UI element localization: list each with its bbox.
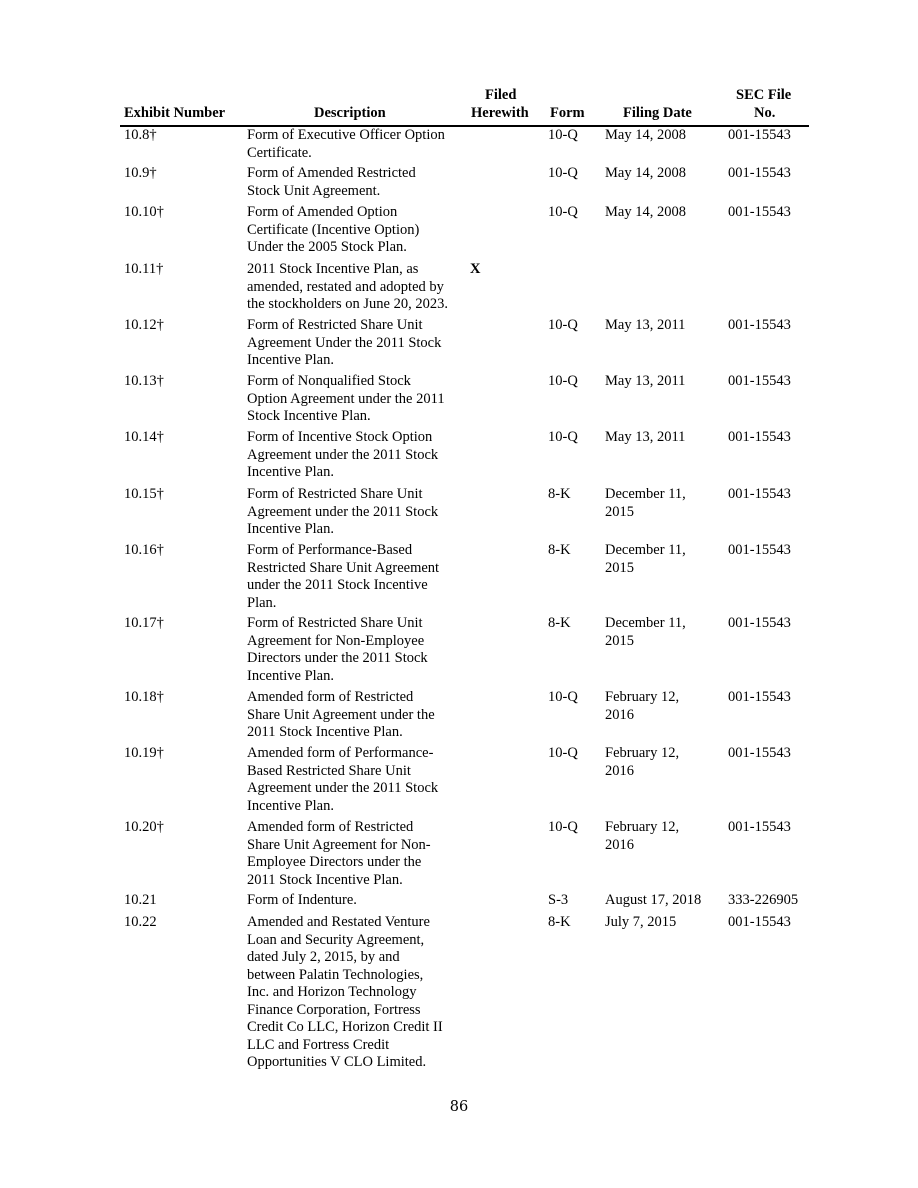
exhibit-number: 10.12† — [124, 317, 164, 333]
description-line: 2011 Stock Incentive Plan, as — [247, 261, 419, 277]
filing-date-line: May 13, 2011 — [605, 429, 686, 445]
description-line: Share Unit Agreement for Non- — [247, 836, 431, 853]
exhibit-number: 10.16† — [124, 542, 164, 558]
filing-date — [605, 486, 715, 521]
description-line: Opportunities V CLO Limited. — [247, 1054, 427, 1070]
filing-date-line: 2015 — [605, 632, 634, 649]
sec-file-number: 333-226905 — [728, 892, 799, 908]
filing-date — [605, 892, 715, 910]
filing-date-line: 2016 — [605, 762, 634, 779]
filing-date-line: May 13, 2011 — [605, 317, 686, 333]
form-type: 10-Q — [548, 127, 578, 143]
filing-date — [605, 373, 715, 391]
exhibit-description — [247, 745, 462, 815]
exhibit-number: 10.10† — [124, 204, 164, 220]
description-line: Form of Executive Officer Option — [247, 127, 445, 143]
description-line: between Palatin Technologies, — [247, 966, 424, 983]
header-exhibit-number: Exhibit Number — [124, 105, 226, 121]
filing-date-line: 2015 — [605, 559, 634, 576]
exhibit-description — [247, 373, 462, 426]
header-sec-file-line1: SEC File — [736, 87, 792, 103]
exhibit-description — [247, 204, 462, 257]
filing-date — [605, 745, 715, 780]
exhibit-number: 10.20† — [124, 819, 164, 835]
description-line: Agreement for Non-Employee — [247, 632, 425, 649]
exhibit-description — [247, 615, 462, 685]
filing-date — [605, 914, 715, 932]
filing-date-line: December 11, — [605, 542, 686, 558]
filing-date — [605, 429, 715, 447]
description-line: Incentive Plan. — [247, 797, 334, 814]
filing-date-line: 2015 — [605, 503, 634, 520]
exhibit-description — [247, 429, 462, 482]
description-line: Incentive Plan. — [247, 667, 334, 684]
filing-date-line: August 17, 2018 — [605, 892, 702, 908]
form-type: 10-Q — [548, 165, 578, 181]
exhibit-description — [247, 261, 462, 314]
description-line: dated July 2, 2015, by and — [247, 949, 400, 965]
description-line: Certificate (Incentive Option) — [247, 221, 420, 238]
description-line: Restricted Share Unit Agreement — [247, 559, 440, 576]
form-type: 10-Q — [548, 819, 578, 835]
filing-date — [605, 689, 715, 724]
description-line: Directors under the 2011 Stock — [247, 650, 428, 666]
description-line: Form of Indenture. — [247, 892, 357, 908]
description-line: Employee Directors under the — [247, 854, 422, 870]
description-line: Form of Amended Option — [247, 204, 398, 220]
sec-file-number: 001-15543 — [728, 745, 791, 761]
description-line: Based Restricted Share Unit — [247, 762, 411, 779]
sec-file-number: 001-15543 — [728, 317, 791, 333]
sec-file-number: 001-15543 — [728, 127, 791, 143]
exhibit-description — [247, 317, 462, 370]
description-line: under the 2011 Stock Incentive — [247, 577, 428, 593]
description-line: Agreement under the 2011 Stock — [247, 503, 439, 520]
form-type: 10-Q — [548, 689, 578, 705]
form-type: 8-K — [548, 615, 571, 631]
description-line: Option Agreement under the 2011 — [247, 390, 445, 407]
exhibit-number: 10.22 — [124, 914, 157, 930]
header-description: Description — [314, 105, 386, 121]
description-line: Plan. — [247, 594, 277, 611]
description-line: Stock Unit Agreement. — [247, 182, 381, 199]
exhibit-number: 10.13† — [124, 373, 164, 389]
description-line: Amended and Restated Venture — [247, 914, 430, 930]
exhibit-description — [247, 914, 462, 1072]
filing-date — [605, 165, 715, 183]
page-number: 86 — [449, 1099, 469, 1115]
filing-date-line: February 12, — [605, 745, 680, 761]
header-filing-date: Filing Date — [623, 105, 692, 121]
sec-file-number: 001-15543 — [728, 615, 791, 631]
form-type: S-3 — [548, 892, 569, 908]
description-line: Certificate. — [247, 144, 312, 161]
description-line: Under the 2005 Stock Plan. — [247, 239, 407, 255]
sec-file-number: 001-15543 — [728, 914, 791, 930]
description-line: Incentive Plan. — [247, 521, 334, 537]
exhibit-number: 10.21 — [124, 892, 157, 908]
filing-date-line: May 14, 2008 — [605, 165, 686, 181]
description-line: LLC and Fortress Credit — [247, 1036, 390, 1053]
filing-date-line: December 11, — [605, 615, 686, 631]
exhibit-description — [247, 127, 462, 162]
form-type: 10-Q — [548, 429, 578, 445]
exhibit-description — [247, 165, 462, 200]
description-line: Stock Incentive Plan. — [247, 408, 371, 424]
exhibit-number: 10.9† — [124, 165, 157, 181]
filing-date — [605, 542, 715, 577]
header-sec-file-line2: No. — [754, 105, 776, 121]
sec-file-number: 001-15543 — [728, 429, 791, 445]
exhibit-number: 10.11† — [124, 261, 164, 277]
description-line: Share Unit Agreement under the — [247, 706, 435, 723]
filing-date-line: 2016 — [605, 706, 634, 723]
description-line: Form of Restricted Share Unit — [247, 615, 423, 631]
description-line: Incentive Plan. — [247, 352, 334, 368]
description-line: Amended form of Performance- — [247, 745, 434, 761]
description-line: Agreement under the 2011 Stock — [247, 446, 439, 463]
filing-date-line: May 14, 2008 — [605, 127, 686, 143]
filing-date — [605, 819, 715, 854]
description-line: Amended form of Restricted — [247, 819, 414, 835]
description-line: Form of Incentive Stock Option — [247, 429, 433, 445]
header-filed-line2: Herewith — [471, 105, 529, 121]
sec-file-number: 001-15543 — [728, 165, 791, 181]
description-line: Finance Corporation, Fortress — [247, 1001, 421, 1018]
description-line: Loan and Security Agreement, — [247, 931, 425, 948]
description-line: Credit Co LLC, Horizon Credit II — [247, 1019, 443, 1035]
header-filed-line1: Filed — [485, 87, 517, 103]
form-type: 10-Q — [548, 204, 578, 220]
description-line: 2011 Stock Incentive Plan. — [247, 871, 403, 888]
description-line: Amended form of Restricted — [247, 689, 414, 705]
form-type: 10-Q — [548, 745, 578, 761]
sec-file-number: 001-15543 — [728, 689, 791, 705]
filing-date — [605, 317, 715, 335]
filing-date-line: 2016 — [605, 836, 634, 853]
description-line: Agreement Under the 2011 Stock — [247, 334, 442, 351]
sec-file-number: 001-15543 — [728, 819, 791, 835]
description-line: amended, restated and adopted by — [247, 278, 444, 295]
description-line: Form of Restricted Share Unit — [247, 486, 423, 502]
description-line: Incentive Plan. — [247, 464, 334, 480]
filed-herewith-mark: X — [470, 261, 481, 277]
exhibit-number: 10.19† — [124, 745, 164, 761]
form-type: 10-Q — [548, 317, 578, 333]
exhibit-description — [247, 892, 462, 910]
description-line: the stockholders on June 20, 2023. — [247, 296, 448, 312]
exhibit-description — [247, 486, 462, 539]
description-line: 2011 Stock Incentive Plan. — [247, 724, 403, 740]
description-line: Form of Amended Restricted — [247, 165, 416, 181]
exhibit-description — [247, 819, 462, 889]
sec-file-number: 001-15543 — [728, 204, 791, 220]
form-type: 10-Q — [548, 373, 578, 389]
exhibit-description — [247, 542, 462, 612]
filing-date-line: July 7, 2015 — [605, 914, 677, 930]
filing-date-line: February 12, — [605, 819, 680, 835]
sec-file-number: 001-15543 — [728, 486, 791, 502]
filing-date-line: December 11, — [605, 486, 686, 502]
exhibit-number: 10.8† — [124, 127, 157, 143]
description-line: Agreement under the 2011 Stock — [247, 780, 439, 796]
filing-date-line: May 14, 2008 — [605, 204, 686, 220]
filing-date — [605, 615, 715, 650]
filing-date — [605, 127, 715, 145]
header-form: Form — [550, 105, 585, 121]
form-type: 8-K — [548, 914, 571, 930]
description-line: Form of Performance-Based — [247, 542, 413, 558]
exhibit-number: 10.18† — [124, 689, 164, 705]
exhibit-number: 10.14† — [124, 429, 164, 445]
filing-date-line: May 13, 2011 — [605, 373, 686, 389]
sec-file-number: 001-15543 — [728, 542, 791, 558]
filing-date-line: February 12, — [605, 689, 680, 705]
description-line: Form of Nonqualified Stock — [247, 373, 411, 389]
exhibit-number: 10.17† — [124, 615, 164, 631]
form-type: 8-K — [548, 542, 571, 558]
description-line: Inc. and Horizon Technology — [247, 984, 417, 1000]
exhibit-number: 10.15† — [124, 486, 164, 502]
sec-file-number: 001-15543 — [728, 373, 791, 389]
exhibit-description — [247, 689, 462, 742]
description-line: Form of Restricted Share Unit — [247, 317, 423, 333]
form-type: 8-K — [548, 486, 571, 502]
filing-date — [605, 204, 715, 222]
